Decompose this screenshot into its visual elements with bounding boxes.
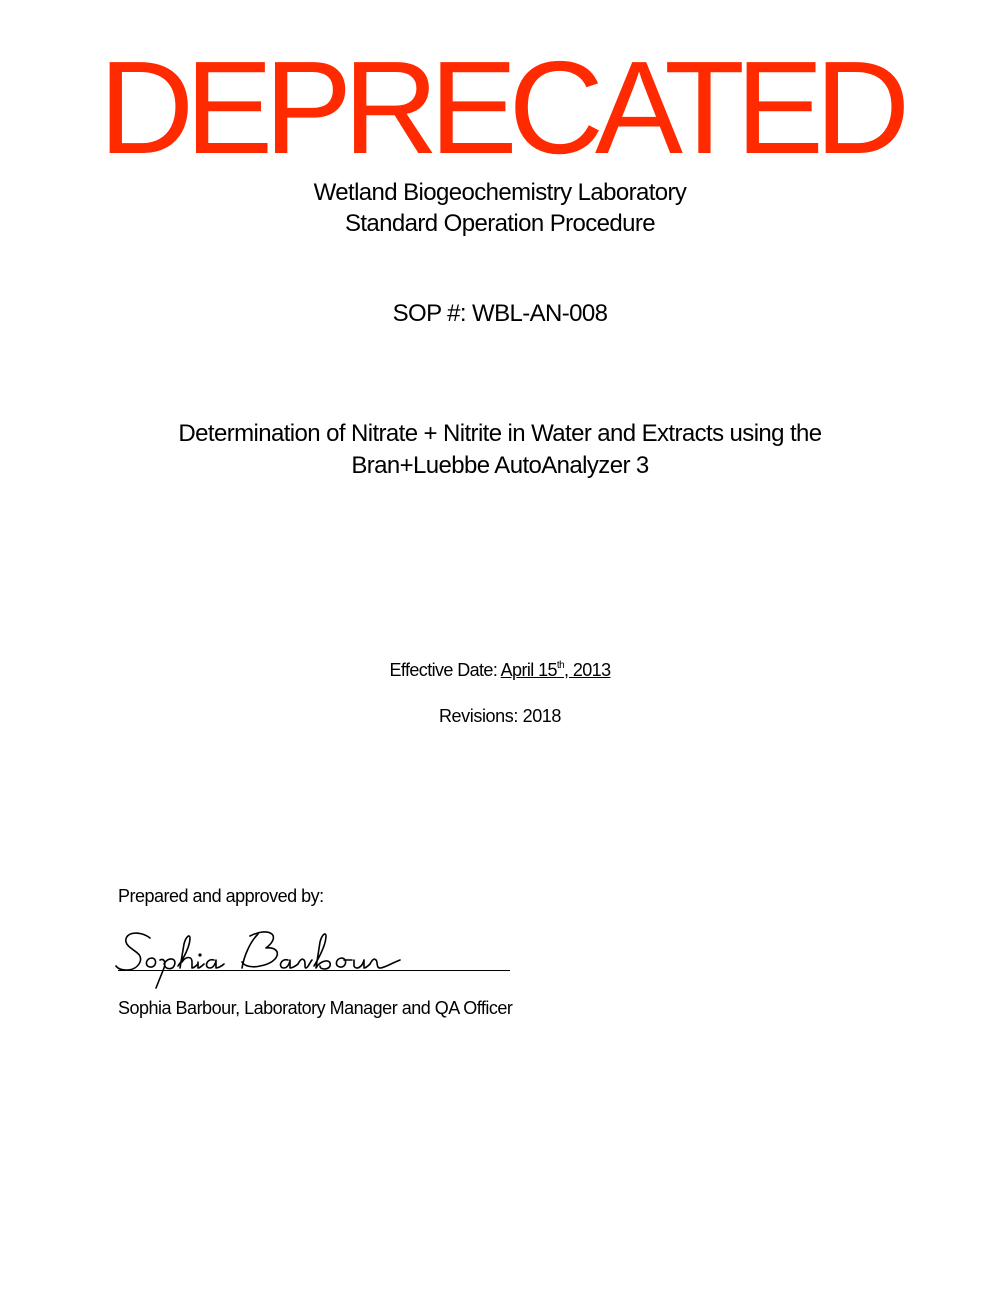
signer-name-title: Sophia Barbour, Laboratory Manager and QA Officer bbox=[118, 998, 513, 1018]
deprecated-stamp: DEPRECATED bbox=[98, 34, 902, 181]
effective-date bbox=[0, 658, 1000, 682]
revisions: Revisions: 2018 bbox=[438, 706, 562, 726]
document-title-line-2: Bran+Luebbe AutoAnalyzer 3 bbox=[351, 452, 649, 479]
signature-line bbox=[118, 970, 510, 971]
effective-date-label: Effective Date: bbox=[389, 660, 501, 680]
document-title-line-1: Determination of Nitrate + Nitrite in Water and Extracts using the bbox=[178, 420, 822, 447]
document-type: Standard Operation Procedure bbox=[344, 210, 656, 237]
prepared-by-label: Prepared and approved by: bbox=[118, 886, 324, 906]
effective-date-value bbox=[501, 660, 611, 680]
laboratory-name: Wetland Biogeochemistry Laboratory bbox=[313, 179, 687, 206]
handwritten-signature bbox=[110, 922, 430, 992]
effective-date-suffix: th bbox=[556, 660, 565, 671]
effective-date-year: , 2013 bbox=[564, 660, 611, 680]
effective-date-month-day: April 15 bbox=[500, 660, 557, 680]
sop-number: SOP #: WBL-AN-008 bbox=[392, 300, 608, 327]
